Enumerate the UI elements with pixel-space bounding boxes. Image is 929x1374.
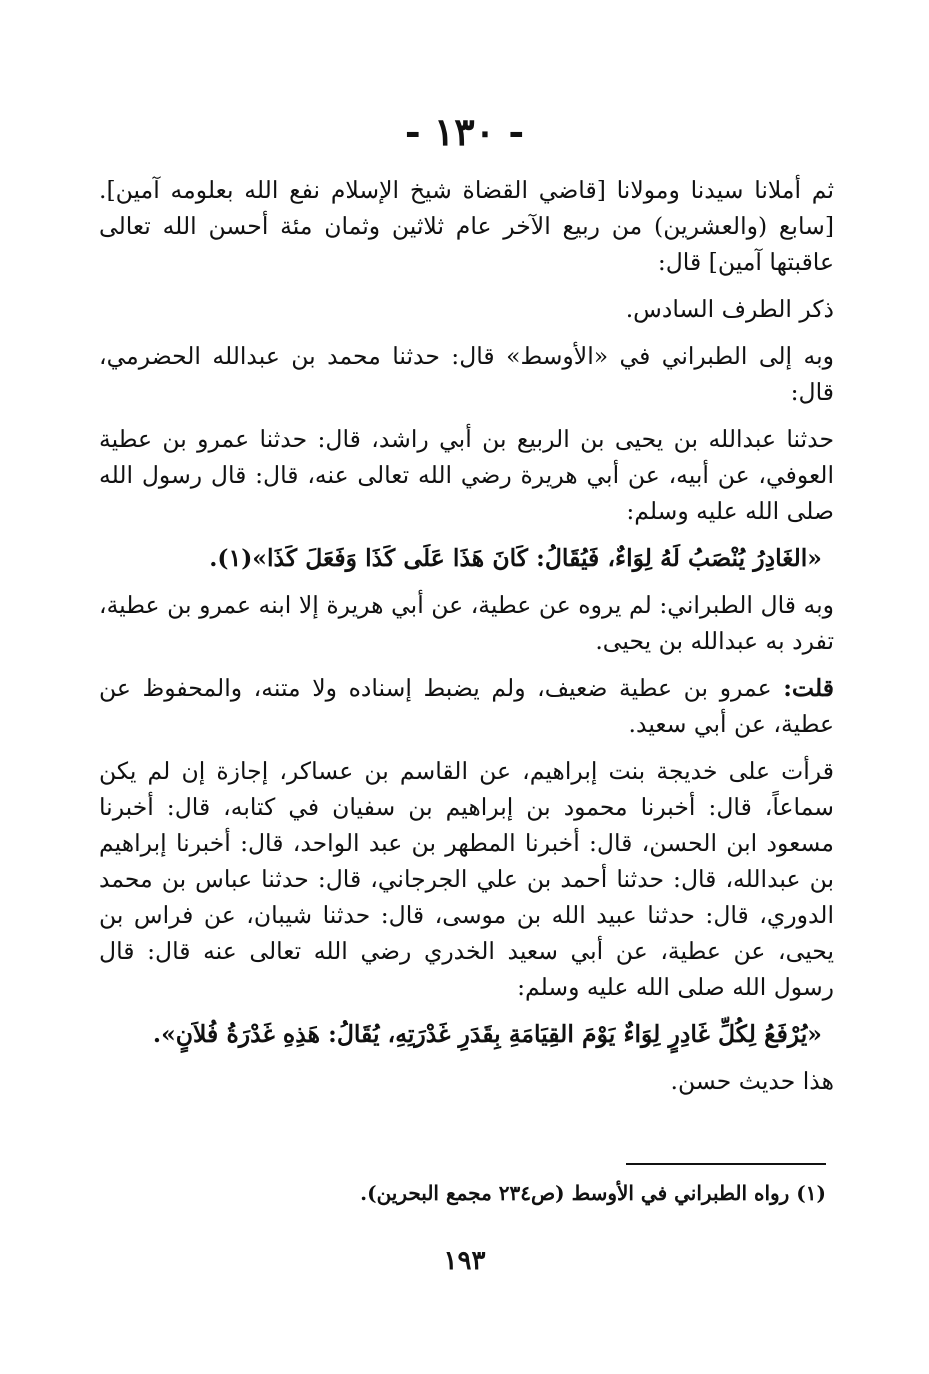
isnad-paragraph: حدثنا عبدالله بن يحيى بن الربيع بن أبي راشد، قال: حدثنا عمرو بن عطية العوفي، عن أبيه، عن أبي هريرة رضي الله تعالى عنه، قال: قال رسول الله صلى الله عليه وسلم: xyxy=(99,425,834,525)
qult-paragraph xyxy=(99,670,834,742)
qult-lead: قلت: xyxy=(783,674,834,702)
hadith-quote: «الغَادِرُ يُنْصَبُ لَهُ لِوَاءٌ، فَيُقَالُ: كَانَ هَذَا عَلَى كَذَا وَفَعَلَ كَذَا»(١). xyxy=(209,544,822,572)
grading-paragraph: هذا حديث حسن. xyxy=(670,1067,834,1095)
hadith-quote: «يُرْفَعُ لِكُلِّ غَادِرٍ لِوَاءٌ يَوْمَ القِيَامَةِ بِقَدَرِ غَدْرَتِهِ، يُقَالُ: هَذِهِ غَدْرَةُ فُلاَنٍ». xyxy=(152,1020,822,1048)
section-title: ذكر الطرف السادس. xyxy=(625,295,834,323)
isnad-paragraph: وبه إلى الطبراني في «الأوسط» قال: حدثنا محمد بن عبدالله الحضرمي، قال: xyxy=(99,342,834,406)
page-number: ١٩٣ xyxy=(443,1246,486,1276)
qult-text: عمرو بن عطية ضعيف، ولم يضبط إسناده ولا متنه، والمحفوظ عن عطية، عن أبي سعيد. xyxy=(99,674,834,738)
commentary-paragraph: وبه قال الطبراني: لم يروه عن عطية، عن أبي هريرة إلا ابنه عمرو بن عطية، تفرد به عبدالله بن يحيى. xyxy=(99,591,834,655)
intro-paragraph: ثم أملانا سيدنا ومولانا [قاضي القضاة شيخ الإسلام نفع الله بعلومه آمين]. [سابع (والعشرين) من ربيع الآخر عام ثلاثين وثمان مئة أحسن الله تعالى عاقبتها آمين] قال: xyxy=(99,176,834,276)
footnote-divider xyxy=(626,1163,826,1165)
isnad-paragraph: قرأت على خديجة بنت إبراهيم، عن القاسم بن عساكر، إجازة إن لم يكن سماعاً، قال: أخبرنا محمود بن إبراهيم بن سفيان في كتابه، قال: أخبرنا مسعود ابن الحسن، قال: أخبرنا المطهر بن عبد الواحد، قال: أخبرنا إبراهيم بن عبدالله، قال: حدثنا أحمد بن علي الجرجاني، قال: حدثنا عباس بن محمد الدوري، قال: حدثنا عبيد الله بن موسى، قال: حدثنا شيبان، عن فراس بن يحيى، عن عطية، عن أبي سعيد الخدري رضي الله تعالى عنه قال: قال رسول الله صلى الله عليه وسلم: xyxy=(99,757,834,1001)
hadith-number-header: - ١٣٠ - xyxy=(404,109,525,154)
footnote: (١) رواه الطبراني في الأوسط (ص٢٣٤ مجمع البحرين). xyxy=(360,1181,826,1205)
main-text xyxy=(99,172,834,1110)
